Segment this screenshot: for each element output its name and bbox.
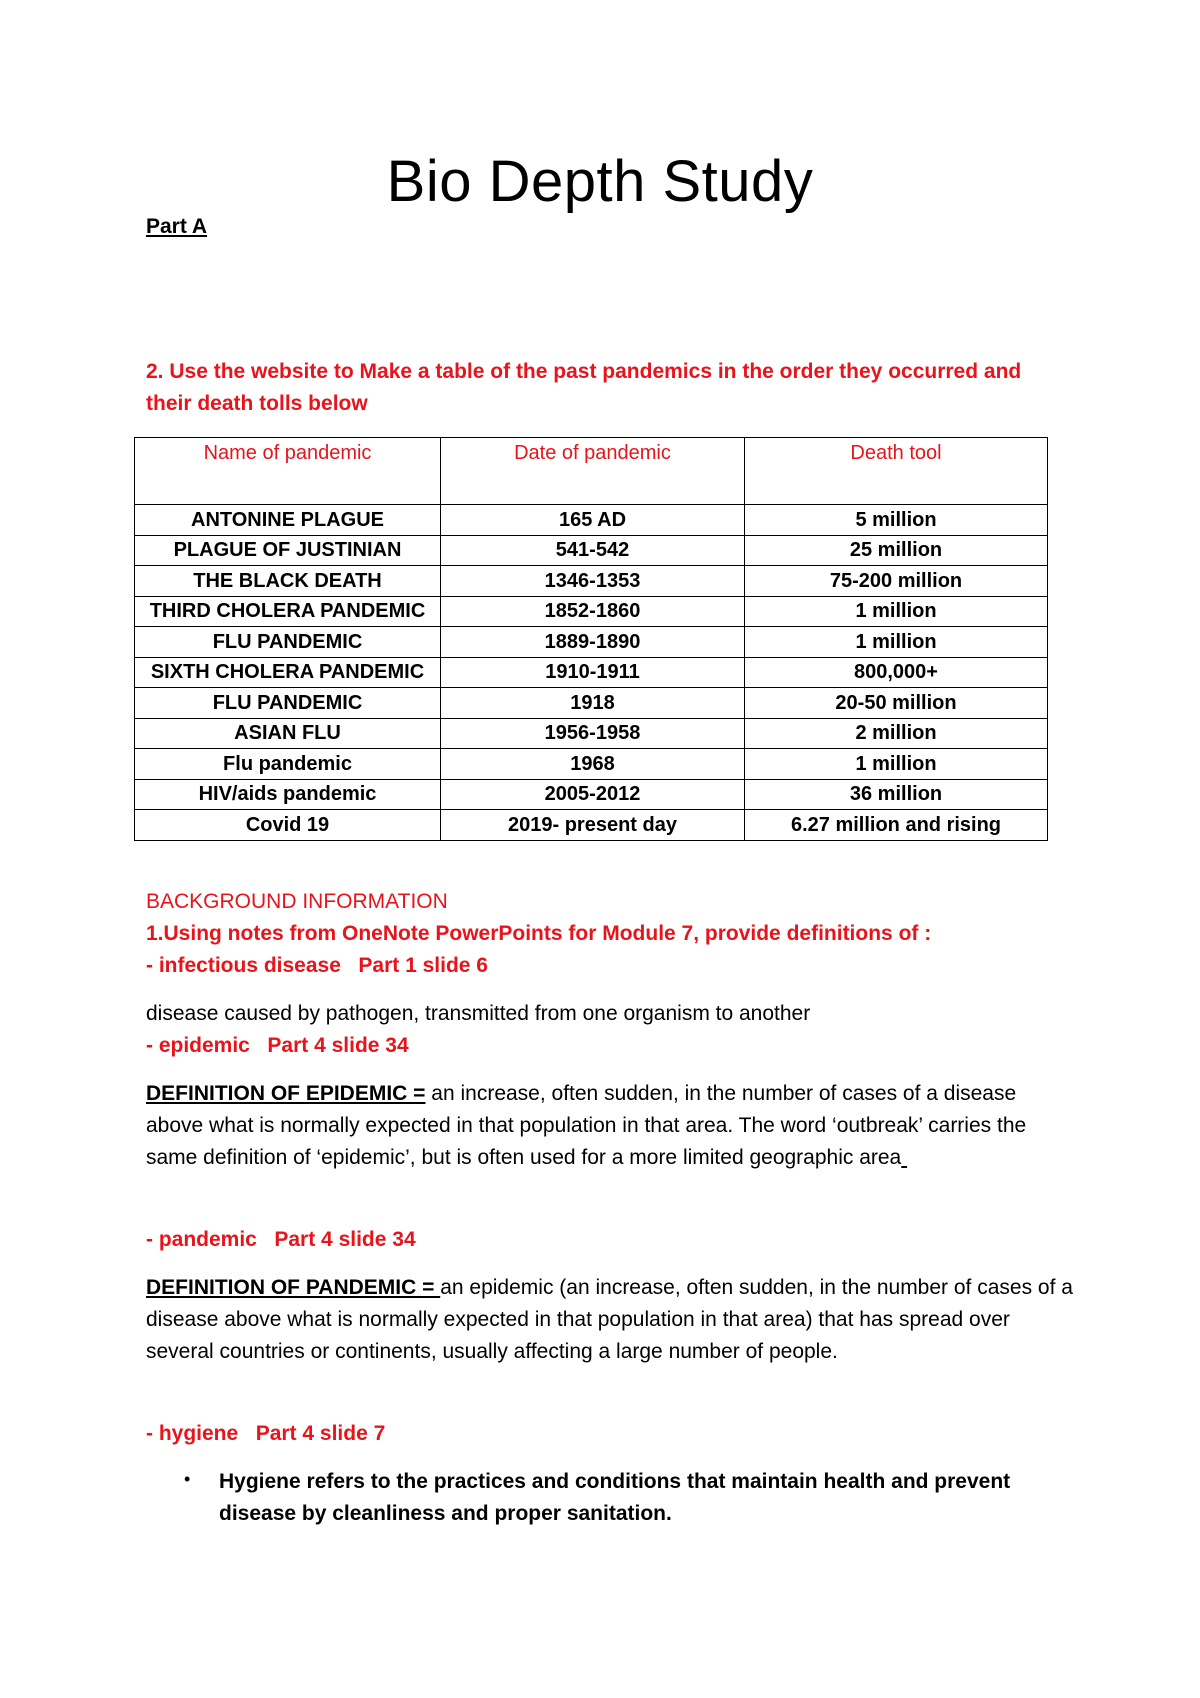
epidemic-ref: Part 4 slide 34 [267,1034,409,1057]
hygiene-heading [146,1418,385,1450]
hygiene-label: - hygiene [146,1422,239,1445]
question-2: 2. Use the website to Make a table of the past pandemics in the order they occurred and their death tolls below [146,360,1022,415]
cell-name: FLU PANDEMIC [135,688,441,719]
cell-toll: 2 million [745,718,1048,749]
cell-date: 1956-1958 [441,718,745,749]
cell-toll: 1 million [745,749,1048,780]
cell-name: SIXTH CHOLERA PANDEMIC [135,657,441,688]
table-row [135,566,1048,597]
pandemic-heading [146,1224,416,1256]
epidemic-term: DEFINITION OF EPIDEMIC = [146,1082,426,1105]
cell-date: 1852-1860 [441,596,745,627]
cell-date: 2005-2012 [441,779,745,810]
table-row [135,749,1048,780]
infectious-ref: Part 1 slide 6 [358,954,488,977]
infectious-label: - infectious disease [146,954,341,977]
table-header-row [135,438,1048,505]
cell-date: 1346-1353 [441,566,745,597]
header-date: Date of pandemic [441,438,745,505]
header-name: Name of pandemic [135,438,441,505]
question-1: 1.Using notes from OneNote PowerPoints for Module 7, provide definitions of : [146,922,932,945]
cell-date: 541-542 [441,535,745,566]
table-row [135,657,1048,688]
table-row [135,627,1048,658]
header-death-toll: Death tool [745,438,1048,505]
bullet-icon: • [184,1469,191,1489]
table-row [135,688,1048,719]
infectious-definition: disease caused by pathogen, transmitted from one organism to another [146,1002,811,1025]
epidemic-label: - epidemic [146,1034,250,1057]
table-row [135,810,1048,841]
cell-toll: 20-50 million [745,688,1048,719]
pandemic-text: an epidemic (an increase, often sudden, in the number of cases of a disease above what is normally expected in that population in that area) that has spread over several countries or continents, usually affecting a large number of people. [146,1276,1073,1363]
cell-date: 2019- present day [441,810,745,841]
document-title: Bio Depth Study [386,149,814,214]
cell-date: 165 AD [441,505,745,536]
cell-date: 1889-1890 [441,627,745,658]
hygiene-definition: Hygiene refers to the practices and conditions that maintain health and prevent disease by cleanliness and proper sanitation. [219,1470,1011,1525]
table-row [135,535,1048,566]
background-heading: BACKGROUND INFORMATION [146,890,448,913]
cell-date: 1968 [441,749,745,780]
epidemic-definition [146,1078,1076,1174]
table-row [135,779,1048,810]
pandemic-definition [146,1272,1076,1368]
cell-name: ANTONINE PLAGUE [135,505,441,536]
cell-name: ASIAN FLU [135,718,441,749]
cell-toll: 800,000+ [745,657,1048,688]
cell-toll: 75-200 million [745,566,1048,597]
infectious-heading [146,950,488,982]
hygiene-ref: Part 4 slide 7 [255,1422,386,1445]
cell-name: THIRD CHOLERA PANDEMIC [135,596,441,627]
cell-toll: 1 million [745,596,1048,627]
cell-toll: 25 million [745,535,1048,566]
cell-name: Flu pandemic [135,749,441,780]
pandemic-table [134,437,1048,841]
table-row [135,596,1048,627]
epidemic-trailing-space [901,1146,907,1169]
pandemic-term: DEFINITION OF PANDEMIC = [146,1276,441,1299]
pandemic-label: - pandemic [146,1228,257,1251]
table-row [135,505,1048,536]
cell-name: FLU PANDEMIC [135,627,441,658]
cell-name: Covid 19 [135,810,441,841]
cell-toll: 5 million [745,505,1048,536]
cell-toll: 6.27 million and rising [745,810,1048,841]
part-a-heading: Part A [146,215,208,238]
table-row [135,718,1048,749]
epidemic-text: an increase, often sudden, in the number of cases of a disease above what is normally expected in that population in that area. The word ‘outbreak’ carries the same definition of ‘epidemic’, but is often used for a more limited geographic area [146,1082,1027,1169]
pandemic-ref: Part 4 slide 34 [274,1228,416,1251]
cell-name: PLAGUE OF JUSTINIAN [135,535,441,566]
cell-date: 1910-1911 [441,657,745,688]
cell-toll: 36 million [745,779,1048,810]
cell-name: THE BLACK DEATH [135,566,441,597]
epidemic-heading [146,1030,409,1062]
cell-date: 1918 [441,688,745,719]
cell-name: HIV/aids pandemic [135,779,441,810]
cell-toll: 1 million [745,627,1048,658]
